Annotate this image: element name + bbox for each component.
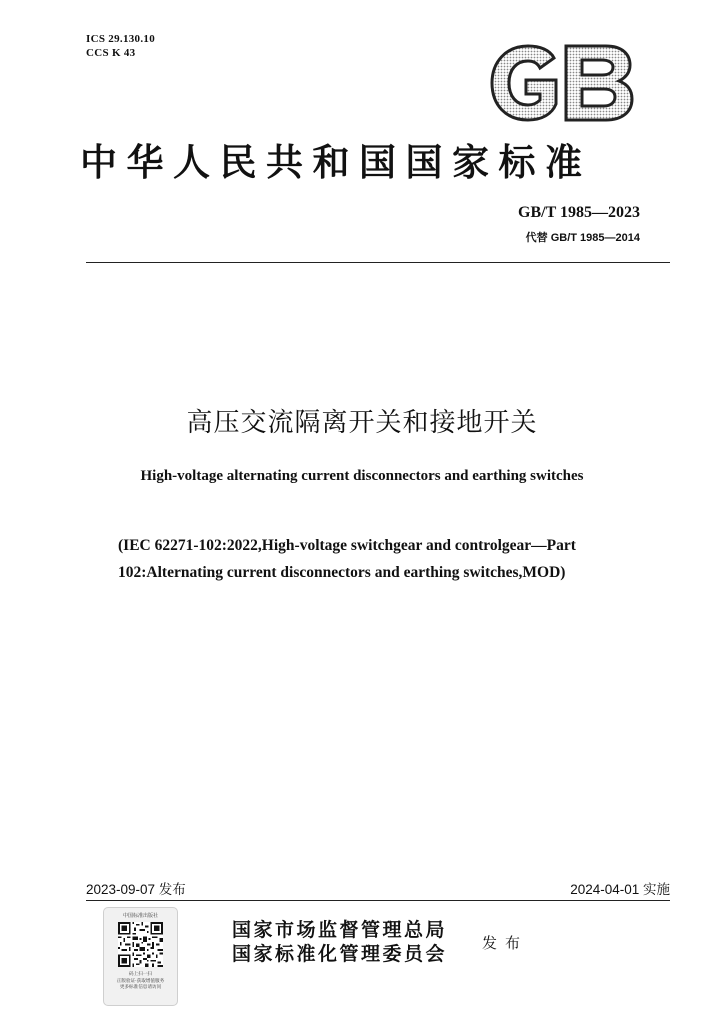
document-type-title: 中华人民共和国国家标准 <box>80 140 592 184</box>
publish-label: 发布 <box>482 934 529 952</box>
english-title: High-voltage alternating current disconnectors and earthing switches <box>140 468 584 484</box>
qr-footer-line-1: 码上扫一扫 <box>129 972 152 977</box>
ics-code: ICS 29.130.10 <box>86 33 155 45</box>
issuer-samr: 国家市场监督管理总局 <box>232 919 448 941</box>
ccs-code: CCS K 43 <box>86 47 136 59</box>
issuer-sac: 国家标准化管理委员会 <box>232 943 448 965</box>
chinese-title: 高压交流隔离开关和接地开关 <box>186 408 538 438</box>
gb-logo <box>488 44 634 122</box>
qr-footer <box>108 972 173 992</box>
qr-footer-line-2: 正版验证·获取增值服务 <box>116 978 165 984</box>
footer-divider <box>86 900 670 901</box>
issuing-authorities <box>232 918 447 966</box>
qr-footer-line-3: 更多标准信息请访问 <box>119 985 162 990</box>
header-divider <box>86 262 670 263</box>
standard-number: GB/T 1985—2023 <box>518 204 640 221</box>
classification-codes <box>86 32 155 60</box>
replaces-standard: 代替 GB/T 1985—2014 <box>525 232 640 244</box>
qr-code-icon[interactable] <box>118 922 163 967</box>
adoption-statement <box>118 532 638 586</box>
implementation-date: 2024-04-01 实施 <box>570 882 670 897</box>
qr-header: 中国标准出版社 <box>122 913 158 919</box>
qr-code-panel <box>103 907 178 1006</box>
adoption-line-1: (IEC 62271-102:2022,High-voltage switchgear and controlgear—Part <box>118 537 576 554</box>
issue-date: 2023-09-07 发布 <box>86 882 186 897</box>
adoption-line-2: 102:Alternating current disconnectors and earthing switches,MOD) <box>118 564 566 581</box>
